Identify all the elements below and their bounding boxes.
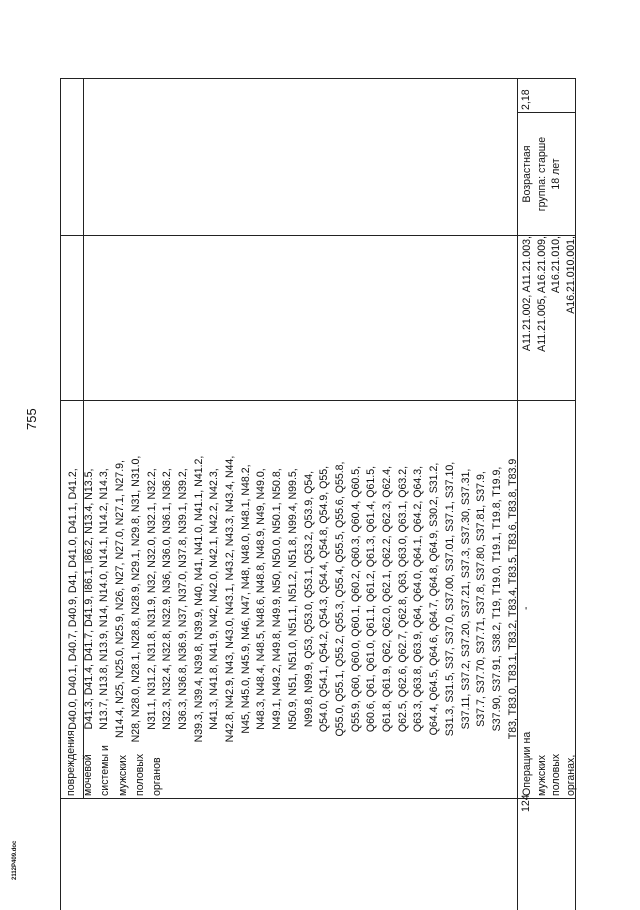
row-124-codes: - (520, 606, 532, 610)
code-line: N14.4, N25, N25.0, N25.9, N26, N27, N27.0, N27.1, N27.9, (114, 460, 127, 738)
name-line: органов (151, 757, 164, 796)
code-line: Q60.6, Q61, Q61.0, Q61.1, Q61.2, Q61.3, Q61.4, Q61.5, (365, 465, 378, 733)
code-line: N49.1, N49.2, N49.8, N49.9, N50, N50.0, N50.1, N50.8, (271, 468, 284, 730)
row-124-coefficient: 2,18 (520, 89, 532, 110)
page-number-text: 755 (24, 408, 39, 430)
code-line: N48.3, N48.4, N48.5, N48.6, N48.8, N48.9, N49, N49.0, (255, 468, 268, 730)
name-line: органах, (564, 754, 577, 796)
column-line (60, 78, 576, 79)
table-edge-line (60, 78, 61, 910)
code-line: N13.7, N13.8, N13.9, N14, N14.0, N14.1, N14.2, N14.3, (98, 468, 111, 730)
code-line: S37.11, S37.2, S37.20, S37.21, S37.3, S37.30, S37.31, (459, 468, 472, 730)
code-line: D41.3, D41.4, D41.7, D41.9, I86.1, I86.2, N13.4, N13.5, (82, 468, 95, 730)
code-line: S31.3, S31.5, S37, S37.0, S37.00, S37.01, S37.1, S37.10, (443, 461, 456, 737)
code-line: N32.3, N32.4, N32.8, N32.9, N36, N36.0, N36.1, N36.2, (161, 468, 174, 730)
code-line: Q62.5, Q62.6, Q62.7, Q62.8, Q63, Q63.0, Q63.1, Q63.2, (396, 465, 409, 733)
code-line: N39.3, N39.4, N39.8, N39.9, N40, N41, N41.0, N41.1, N41.2, (192, 455, 205, 743)
code-line: N99.8, N99.9, Q53, Q53.0, Q53.1, Q53.2, Q53.9, Q54, (302, 470, 315, 728)
code-line: Q61.8, Q61.9, Q62, Q62.0, Q62.1, Q62.2, Q62.3, Q62.4, (381, 465, 394, 733)
code-line: Q54.0, Q54.1, Q54.2, Q54.3, Q54.4, Q54.8, Q54.9, Q55, (318, 465, 331, 733)
row-124-services (520, 236, 578, 398)
column-line (518, 112, 576, 113)
row-prev-codes (66, 401, 521, 797)
name-line: системы и (99, 745, 112, 796)
code-line: S37.7, S37.70, S37.71, S37.8, S37.80, S37.81, S37.9, (475, 471, 488, 727)
name-line: мужских (535, 754, 548, 796)
name-line: половых (133, 753, 146, 796)
code-line: Q55.0, Q55.1, Q55.2, Q55.3, Q55.4, Q55.5, Q55.6, Q55.8, (333, 461, 346, 737)
name-line: повреждения (65, 730, 77, 796)
service-line: A16.21.010.001, (564, 236, 577, 314)
code-line: N45, N45.0, N45.9, N46, N47, N48, N48.0, N48.1, N48.2, (239, 464, 252, 734)
column-line (60, 235, 576, 236)
column-line (83, 798, 518, 799)
name-line: мужских (116, 754, 129, 796)
criteria-line: группа: старше (535, 136, 548, 212)
code-line: N41.3, N41.8, N41.9, N42, N42.0, N42.1, N42.2, N42.3, (208, 468, 221, 730)
code-line: T83, T83.0, T83.1, T83.2, T83.4, T83.5, T83.6, T83.8, T83.9 (506, 458, 519, 740)
code-line: Q63.3, Q63.8, Q63.9, Q64, Q64.0, Q64.1, Q64.2, Q64.3, (412, 465, 425, 733)
code-line: N31.1, N31.2, N31.8, N31.9, N32, N32.0, N32.1, N32.2, (145, 468, 158, 730)
row-124-criteria (520, 115, 564, 233)
criteria-line: 18 лет (550, 158, 562, 190)
criteria-line: Возрастная (521, 145, 533, 203)
code-line: N28, N28.0, N28.1, N28.8, N28.9, N29.1, N29.8, N31, N31.0, (129, 455, 142, 743)
code-line: N50.9, N51, N51.0, N51.1, N51.2, N51.8, N99.4, N99.5, (286, 468, 299, 730)
file-code-text: 2112Р409.doc (12, 840, 18, 880)
row-124-number: 124 (520, 794, 532, 812)
name-line: Операции на (521, 731, 533, 796)
column-line (60, 798, 84, 799)
code-line: D40.0, D40.1, D40.7, D40.9, D41, D41.0, D41.1, D41.2, (67, 468, 79, 730)
code-line: Q55.9, Q60, Q60.0, Q60.1, Q60.2, Q60.3, Q60.4, Q60.5, (349, 465, 362, 733)
service-line: A11.21.005, A16.21.009, (535, 236, 548, 352)
name-line: мочевой (82, 754, 95, 796)
code-line: S37.90, S37.91, S38.2, T19, T19.0, T19.1, T19.8, T19.9, (490, 466, 503, 732)
column-line (60, 112, 61, 113)
service-line: A11.21.002, A11.21.003, (521, 236, 533, 352)
code-line: N36.3, N36.8, N36.9, N37, N37.0, N37.8, N39.1, N39.2, (176, 468, 189, 730)
column-line (518, 798, 519, 799)
name-line: половых (550, 753, 562, 796)
code-line: N42.8, N42.9, N43, N43.0, N43.1, N43.2, N43.3, N43.4, N44, (224, 455, 237, 743)
service-line: A16.21.010, (550, 236, 562, 294)
row-124-name (520, 686, 578, 796)
code-line: Q64.4, Q64.5, Q64.6, Q64.7, Q64.8, Q64.9, S30.2, S31.2, (428, 462, 441, 736)
